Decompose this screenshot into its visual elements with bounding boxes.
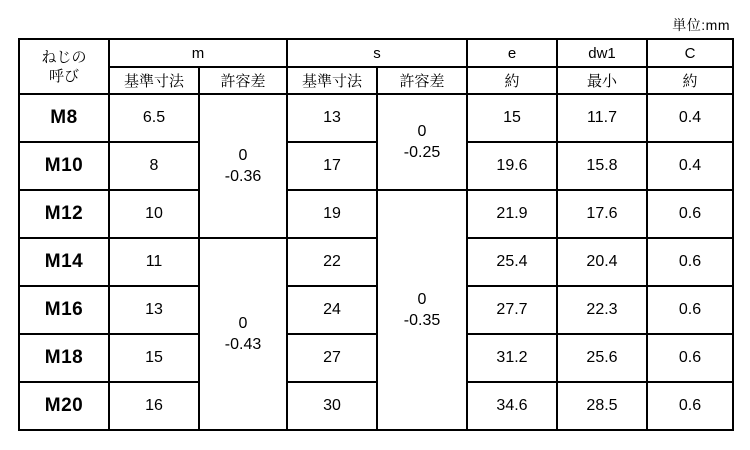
cell-m20-m-basic: 16 [109,382,199,430]
cell-m8-s-basic: 13 [287,94,377,142]
tolerance-lower: -0.35 [403,312,441,329]
row-header-m8: M8 [19,94,109,142]
header-row-top [19,39,733,67]
cell-m14-c: 0.6 [647,238,733,286]
spec-table-container [18,16,732,431]
row-header-m14: M14 [19,238,109,286]
cell-m14-s-basic: 22 [287,238,377,286]
col-header-s: s [287,39,467,67]
row-header-m12: M12 [19,190,109,238]
cell-m16-s-basic: 24 [287,286,377,334]
table-row-m10 [19,142,733,190]
cell-m18-e: 31.2 [467,334,557,382]
cell-m-tolerance-m8-m12 [199,94,287,238]
nut-dimension-spec-table [18,38,734,431]
cell-m12-e: 21.9 [467,190,557,238]
cell-m10-dw1: 15.8 [557,142,647,190]
tolerance-lower: -0.43 [224,336,262,353]
cell-s-tolerance-m12-m20 [377,190,467,430]
cell-s-tolerance-m8-m10 [377,94,467,190]
subheader-m-tolerance: 許容差 [199,67,287,94]
tolerance-upper: 0 [417,291,427,308]
cell-m10-e: 19.6 [467,142,557,190]
col-header-m: m [109,39,287,67]
cell-m18-dw1: 25.6 [557,334,647,382]
cell-m12-c: 0.6 [647,190,733,238]
tolerance-lower: -0.36 [224,168,262,185]
cell-m8-m-basic: 6.5 [109,94,199,142]
cell-m12-s-basic: 19 [287,190,377,238]
row-header-m16: M16 [19,286,109,334]
header-row-sub [19,67,733,94]
row-header-m10: M10 [19,142,109,190]
tolerance-lower: -0.25 [403,144,441,161]
table-row-m20 [19,382,733,430]
cell-m20-s-basic: 30 [287,382,377,430]
cell-m14-m-basic: 11 [109,238,199,286]
cell-m16-c: 0.6 [647,286,733,334]
cell-m14-dw1: 20.4 [557,238,647,286]
table-row-m12 [19,190,733,238]
table-row-m16 [19,286,733,334]
cell-m18-m-basic: 15 [109,334,199,382]
cell-m-tolerance-m14-m20 [199,238,287,430]
cell-m18-s-basic: 27 [287,334,377,382]
unit-label: 単位:mm [672,17,730,33]
cell-m16-m-basic: 13 [109,286,199,334]
table-row-m14 [19,238,733,286]
cell-m8-e: 15 [467,94,557,142]
thread-designation-line2: 呼び [48,67,79,85]
cell-m20-dw1: 28.5 [557,382,647,430]
cell-m10-m-basic: 8 [109,142,199,190]
thread-designation-line1: ねじの [41,48,87,66]
col-header-e: e [467,39,557,67]
tolerance-upper: 0 [238,315,248,332]
cell-m12-m-basic: 10 [109,190,199,238]
cell-m14-e: 25.4 [467,238,557,286]
cell-m8-dw1: 11.7 [557,94,647,142]
row-header-m20: M20 [19,382,109,430]
cell-m12-dw1: 17.6 [557,190,647,238]
cell-m20-e: 34.6 [467,382,557,430]
cell-m10-c: 0.4 [647,142,733,190]
cell-m8-c: 0.4 [647,94,733,142]
tolerance-upper: 0 [238,147,248,164]
cell-m18-c: 0.6 [647,334,733,382]
subheader-m-basic-dim: 基準寸法 [109,67,199,94]
cell-m16-e: 27.7 [467,286,557,334]
col-header-dw1: dw1 [557,39,647,67]
cell-m10-s-basic: 17 [287,142,377,190]
col-header-c: C [647,39,733,67]
table-row-m18 [19,334,733,382]
cell-m16-dw1: 22.3 [557,286,647,334]
subheader-s-basic-dim: 基準寸法 [287,67,377,94]
cell-m20-c: 0.6 [647,382,733,430]
subheader-s-tolerance: 許容差 [377,67,467,94]
subheader-c-approx: 約 [647,67,733,94]
subheader-e-approx: 約 [467,67,557,94]
subheader-dw1-min: 最小 [557,67,647,94]
col-header-thread-designation [19,39,109,94]
row-header-m18: M18 [19,334,109,382]
table-row-m8 [19,94,733,142]
tolerance-upper: 0 [417,123,427,140]
